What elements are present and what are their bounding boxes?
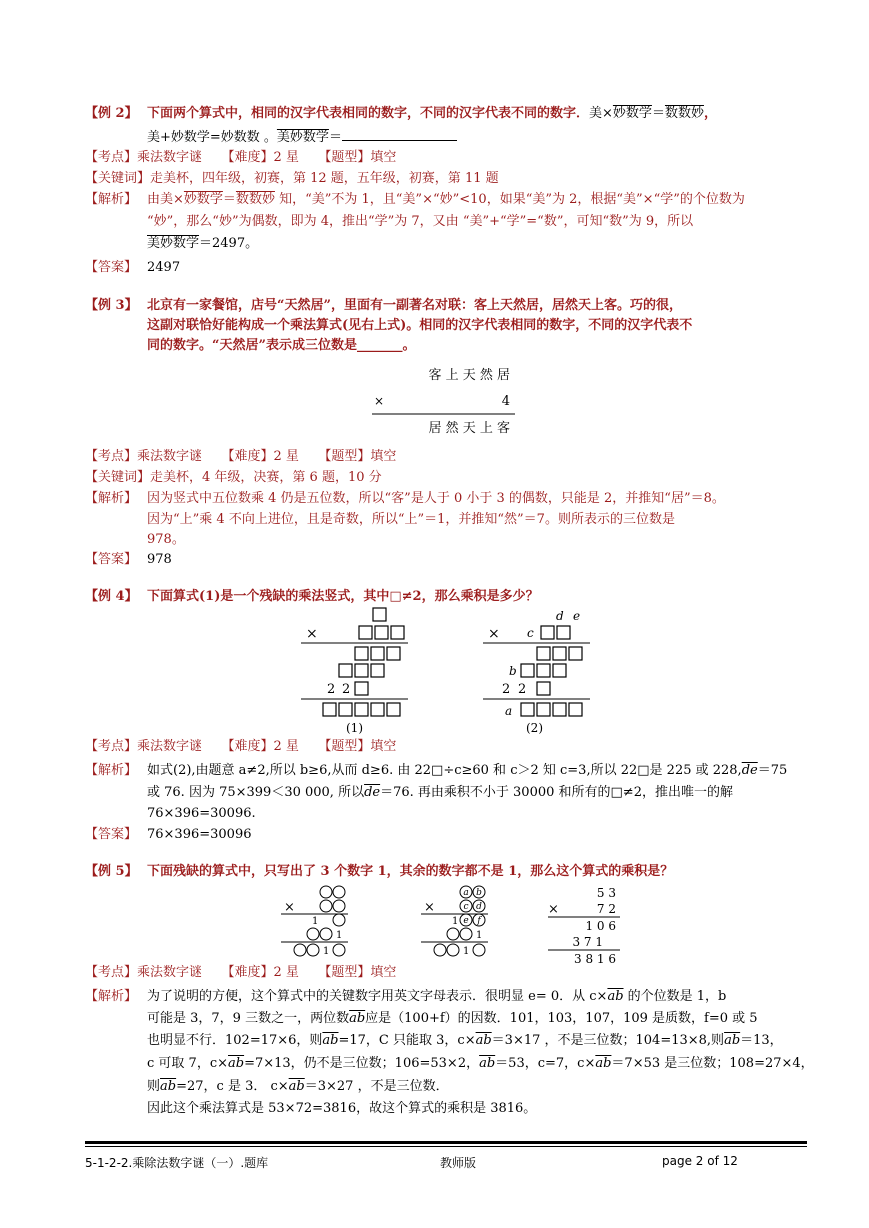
ex5-fa-one-1: 1	[312, 916, 319, 927]
ex2-jx1a: 由美×	[147, 192, 184, 207]
ex5-figure-a	[276, 882, 366, 966]
ex5-fb-one-3: 1	[463, 946, 470, 957]
ex5-fb-e: e	[463, 916, 469, 926]
ex4-analysis-line1	[85, 761, 815, 781]
ex4-f2-b: b	[509, 664, 517, 678]
ex2-answer	[85, 258, 815, 278]
ex5-jx5b: $\overline{ab}$	[160, 1079, 177, 1094]
ex2-jx3a: 美妙数学	[147, 236, 200, 251]
ex5-fc-row2: 7 2	[596, 902, 616, 916]
ex5-fc-row1: 5 3	[596, 886, 616, 900]
ex2-answer-tag: 【答案】	[85, 260, 138, 275]
footer-doc-title: 5-1-2-2.乘除法数字谜（一）.题库	[85, 1156, 269, 1170]
ex5-analysis-line1	[85, 987, 815, 1007]
ex4-kaodian: 【考点】乘法数字谜 【难度】2 星 【题型】填空	[85, 739, 397, 754]
ex5-jx4g: ＝7×53 是三位数；108=27×4，	[611, 1056, 814, 1071]
ex5-jx4a: c 可取 7，c×	[147, 1056, 228, 1071]
ex4-figure-1	[296, 605, 421, 735]
ex5-fb-b: b	[476, 888, 482, 898]
ex5-fb-times: ×	[424, 900, 435, 915]
ex3-eq-top: 客 上 天 然 居	[428, 368, 510, 383]
ex5-jx3d: $\overline{ab}$	[475, 1033, 492, 1048]
ex5-jx3f: $\overline{ab}$	[724, 1033, 741, 1048]
ex5-fb-one-2: 1	[476, 930, 483, 941]
ex5-fb-a: a	[463, 888, 469, 898]
ex4-jx1a: 如式(2),由题意 a≠2,所以 b≥6,从而 d≥6. 由 22□÷c≥60 和 c＞2 知 c=3,所以 22□是 225 或 228,	[147, 763, 742, 778]
ex3-analysis-tag: 【解析】	[85, 491, 138, 506]
ex5-jx4c: =7×13，仍不是三位数；106=53×2，	[244, 1056, 480, 1071]
ex5-jx3: 也明显不行．102=17×6，则	[147, 1033, 323, 1048]
ex5-tag: 【例 5】	[85, 864, 138, 879]
ex2-analysis-line2: “妙”，那么“妙”为偶数，即为 4，推出“学”为 7，又由 “美”+“学”=“数”，可知“数”为 9，所以	[147, 214, 694, 229]
ex5-analysis-line4	[147, 1054, 815, 1074]
ex4-jx1b: $\overline{de}$	[741, 763, 758, 778]
ex2-tag: 【例 2】	[85, 106, 138, 121]
ex2-q-overline2: 数数妙	[664, 106, 704, 121]
ex5-jx1c: 的个位数是 1，b	[623, 989, 727, 1004]
footer-edition: 教师版	[440, 1156, 477, 1170]
ex2-q2-eq: ＝	[328, 130, 342, 145]
ex5-analysis-line2	[147, 1009, 815, 1029]
ex5-jx4f: $\overline{ab}$	[595, 1056, 612, 1071]
ex5-fa-one-2: 1	[336, 930, 343, 941]
ex5-fc-row5: 3 8 1 6	[574, 952, 616, 966]
ex5-jx4e: ＝53，c=7，c×	[495, 1056, 596, 1071]
ex3-answer-tag: 【答案】	[85, 552, 138, 567]
ex4-f1-two-a: 2	[327, 682, 336, 697]
ex5-fb-f: f	[477, 916, 481, 926]
ex5-jx3g: ＝13，	[740, 1033, 783, 1048]
ex2-question-line2	[147, 126, 815, 148]
ex4-question	[85, 587, 815, 607]
ex3-analysis-line1	[85, 489, 815, 509]
ex5-jx2a: 可能是 3，7，9 三数之一，两位数	[147, 1011, 350, 1026]
ex4-figure-2	[478, 605, 603, 735]
ex2-q2-overline: 美妙数学	[276, 130, 329, 145]
ex4-f2-two-a: 2	[502, 682, 511, 697]
ex4-jx2a: 或 76. 因为 75×399＜30 000, 所以	[147, 785, 365, 800]
ex4-q: 下面算式(1)是一个残缺的乘法竖式，其中□≠2，那么乘积是多少？	[147, 589, 539, 604]
ex5-jx5c: =27，c 是 3． c×	[176, 1079, 289, 1094]
ex5-analysis-line3	[147, 1031, 815, 1051]
ex2-q-mei: 美×	[589, 106, 613, 121]
ex3-equation-figure	[360, 362, 530, 440]
ex5-fb-one-1: 1	[452, 916, 459, 927]
ex3-analysis-line3: 978。	[147, 532, 185, 547]
ex4-f1-caption: (1)	[346, 721, 363, 735]
ex3-question-line1	[85, 296, 815, 316]
ex3-kaodian: 【考点】乘法数字谜 【难度】2 星 【题型】填空	[85, 449, 397, 464]
ex2-q-eq: ＝	[651, 106, 665, 121]
ex4-analysis-line2	[147, 783, 815, 803]
ex4-f2-a: a	[505, 704, 513, 718]
ex5-fc-row4: 3 7 1	[572, 935, 603, 949]
ex2-q-overline1: 妙数学	[612, 106, 652, 121]
ex5-fa-one-3: 1	[323, 946, 330, 957]
ex5-jx2b: $\overline{ab}$	[349, 1011, 366, 1026]
ex3-eq-times: ×	[374, 394, 385, 408]
ex5-jx5e: ＝3×27 ，不是三位数．	[304, 1079, 449, 1094]
ex4-f1-times: ×	[306, 626, 318, 642]
ex5-jx4b: $\overline{ab}$	[228, 1056, 245, 1071]
ex4-f2-two-b: 2	[518, 682, 527, 697]
ex4-f2-caption: (2)	[526, 721, 543, 735]
ex4-f2-e: e	[573, 609, 581, 623]
ex3-question-line3: 同的数字。“天然居”表示成三位数是_______。	[147, 338, 416, 353]
ex5-fa-times: ×	[284, 900, 295, 915]
ex3-question-line2: 这副对联恰好能构成一个乘法算式(见右上式)。相同的汉字代表相同的数字，不同的汉字代表不	[147, 318, 693, 333]
ex2-analysis-tag: 【解析】	[85, 192, 138, 207]
ex3-analysis-line2: 因为“上”乘 4 不向上进位，且是奇数，所以“上”＝1，并推知“然”＝7。则所表示的三位数是	[147, 512, 675, 527]
ex3-tag: 【例 3】	[85, 298, 138, 313]
ex5-jx1b: $\overline{ab}$	[607, 989, 624, 1004]
ex2-jx3b: ＝2497。	[199, 236, 259, 251]
ex2-jx1b: 妙数学	[183, 192, 223, 207]
ex4-analysis-tag: 【解析】	[85, 763, 138, 778]
ex2-q2: 美+妙数学=妙数数 。	[147, 130, 277, 145]
ex5-q: 下面残缺的算式中，只写出了 3 个数字 1，其余的数字都不是 1，那么这个算式的乘积是？	[147, 864, 674, 879]
ex3-keywords: 【关键词】走美杯，4 年级，决赛，第 6 题，10 分	[85, 470, 382, 485]
ex5-jx4d: $\overline{ab}$	[479, 1056, 496, 1071]
ex5-jx5d: $\overline{ab}$	[288, 1079, 305, 1094]
ex3-answer-value: 978	[147, 552, 172, 567]
ex5-fb-d: d	[476, 902, 482, 912]
ex4-jx2b: $\overline{de}$	[364, 785, 381, 800]
ex4-jx1c: ＝75	[757, 763, 788, 778]
ex4-analysis-line3: 76×396=30096.	[147, 806, 256, 821]
ex5-jx3b: $\overline{ab}$	[322, 1033, 339, 1048]
ex3-jx1: 因为竖式中五位数乘 4 仍是五位数，所以“客”是人于 0 小于 3 的偶数，只能是 2，并推知“居”＝8。	[147, 491, 725, 506]
ex4-f1-two-b: 2	[342, 682, 351, 697]
ex5-figure-c	[540, 882, 630, 968]
footer-rule-thick	[85, 1141, 807, 1144]
footer-page-number: page 2 of 12	[662, 1154, 738, 1168]
ex2-analysis-line3	[147, 234, 815, 254]
ex2-analysis-line1	[85, 190, 815, 210]
ex5-analysis-line6: 因此这个乘法算式是 53×72=3816，故这个算式的乘积是 3816。	[147, 1101, 537, 1116]
ex5-figure-b	[416, 882, 506, 966]
ex4-tag: 【例 4】	[85, 589, 138, 604]
ex5-fc-times: ×	[548, 902, 559, 917]
ex5-jx5a: 则	[147, 1079, 161, 1094]
ex4-answer-tag: 【答案】	[85, 827, 138, 842]
ex4-jx2c: ＝76. 再由乘积不小于 30000 和所有的□≠2，推出唯一的解	[380, 785, 733, 800]
footer-rule-thin	[85, 1146, 807, 1147]
ex5-kaodian: 【考点】乘法数字谜 【难度】2 星 【题型】填空	[85, 965, 397, 980]
ex4-f2-c: c	[527, 626, 534, 640]
ex5-jx3c: =17，C 只能取 3，c×	[338, 1033, 476, 1048]
ex5-jx3e: ＝3×17 ，不是三位数；104=13×8,则	[491, 1033, 725, 1048]
ex5-fc-row3: 1 0 6	[585, 919, 616, 933]
ex5-question	[85, 862, 815, 882]
ex2-question-line1	[85, 104, 815, 124]
ex2-answer-value: 2497	[147, 260, 181, 275]
ex5-jx2c: 应是（100+f）的因数．101，103，107，109 是质数，f=0 或 5	[365, 1011, 758, 1026]
ex2-jx1c: ＝	[222, 192, 236, 207]
ex5-analysis-line5	[147, 1077, 815, 1097]
ex5-jx1a: 为了说明的方便，这个算式中的关键数字用英文字母表示．很明显 e= 0．从 c×	[147, 989, 608, 1004]
ex3-eq-bottom: 居 然 天 上 客	[428, 421, 510, 436]
ex2-question: 下面两个算式中，相同的汉字代表相同的数字，不同的汉字代表不同的数字．	[147, 106, 590, 121]
ex4-answer-value: 76×396=30096	[147, 827, 252, 842]
ex2-keywords: 【关键词】走美杯，四年级，初赛，第 12 题，五年级，初赛，第 11 题	[85, 171, 499, 186]
ex3-q1: 北京有一家餐馆，店号“天然居”，里面有一副著名对联：客上天然居，居然天上客。巧的很，	[147, 298, 682, 313]
ex2-answer-blank	[342, 126, 457, 141]
ex5-analysis-tag: 【解析】	[85, 989, 138, 1004]
ex3-answer	[85, 550, 815, 570]
ex2-kaodian: 【考点】乘法数字谜 【难度】2 星 【题型】填空	[85, 150, 397, 165]
ex4-f2-d: d	[556, 609, 564, 623]
ex5-fb-c: c	[463, 902, 469, 912]
ex4-answer	[85, 825, 815, 845]
ex2-q-comma: ，	[703, 106, 717, 121]
ex2-jx1d: 数数妙	[235, 192, 275, 207]
ex3-eq-multiplier: 4	[501, 394, 510, 409]
ex4-f2-times: ×	[488, 626, 500, 642]
ex2-jx1e: 知，“美”不为 1，且“美”×“妙”<10，如果“美”为 2，根据“美”×“学”的个位数为	[274, 192, 745, 207]
